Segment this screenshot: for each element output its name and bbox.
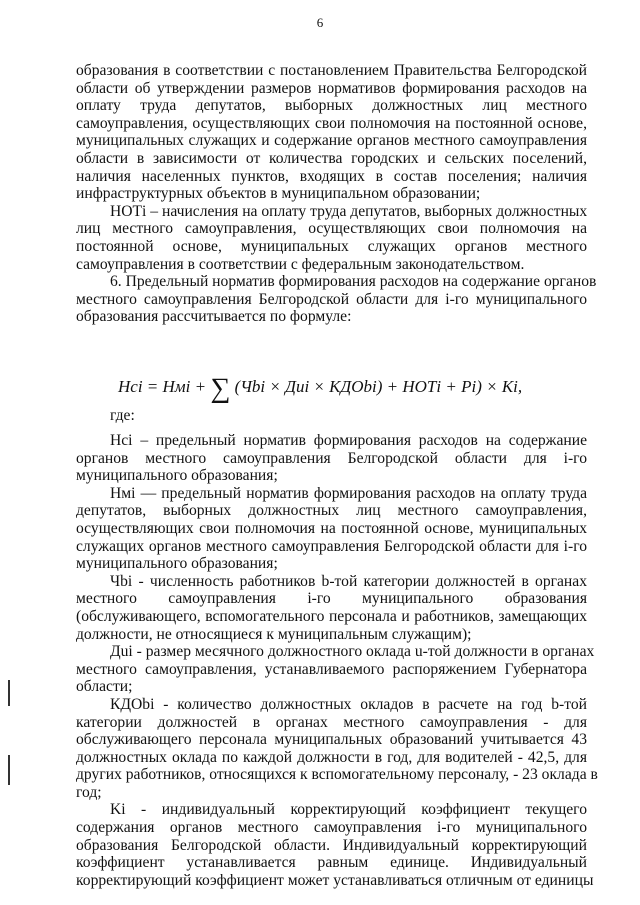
text-line: оплату труда депутатов, выборных должностных лиц местного: [76, 97, 587, 115]
text-line: должности, не относящиеся к муниципальным служащим);: [76, 625, 472, 643]
text-line: обслуживающего персонала муниципальных образований учитывается 43: [76, 731, 587, 749]
text-line: Нсi – предельный норматив формирования расходов на содержание: [110, 432, 587, 449]
text-line: служащих органов местного самоуправления Белгородской области для i-го: [76, 537, 587, 555]
text-line: области об утверждении размеров нормативов формирования расходов на: [76, 79, 587, 97]
text-line: образования рассчитывается по формуле:: [76, 308, 352, 326]
margin-line: [8, 680, 10, 706]
text-line: муниципального образования;: [76, 555, 278, 573]
where-label: где:: [110, 407, 135, 424]
blocks-paragraph: [76, 62, 587, 203]
text-line: категории должностей в органах местного самоуправления - для: [76, 713, 587, 731]
text-line: Дui - размер месячного должностного оклада u-той должности в органах: [110, 643, 595, 661]
text-line: 6. Предельный норматив формирования расходов на содержание органов: [110, 273, 597, 291]
defs-paragraph: [76, 695, 598, 802]
text-line: органов местного самоуправления Белгородской области для i-го: [76, 449, 587, 467]
text-line: корректирующий коэффициент может устанавливаться отличным от единицы: [76, 871, 594, 889]
sigma-symbol: ∑: [210, 373, 231, 404]
formula-lhs: Нсi = Нмi +: [118, 377, 207, 396]
blocks-paragraph: [76, 203, 587, 273]
text-line: местного самоуправления Белгородской области для i-го муниципального: [76, 290, 587, 308]
defs-paragraph: [76, 485, 587, 573]
text-line: постоянной основе, муниципальных служащих органов местного: [76, 237, 587, 255]
text-line: коэффициент устанавливается равным единице. Индивидуальный: [76, 854, 587, 872]
text-line: КДОbi - количество должностных окладов в расчете на год b-той: [110, 695, 587, 713]
text-line: содержания органов местного самоуправления i-го муниципального: [76, 819, 587, 837]
margin-line: [8, 755, 10, 785]
text-line: местного самоуправления, устанавливаемого распоряжением Губернатора: [76, 660, 587, 678]
text-line: осуществляющих свои полномочия на постоянной основе, муниципальных: [76, 519, 587, 537]
defs-paragraph: [76, 643, 595, 696]
defs-paragraph: [76, 432, 587, 485]
text-line: самоуправления, осуществляющих свои полномочия на постоянной основе,: [76, 114, 587, 132]
text-line: инфраструктурных объектов в муниципальном образовании;: [76, 185, 481, 203]
text-line: муниципальных служащих и содержание органов местного самоуправления: [76, 132, 587, 150]
text-line: области;: [76, 678, 133, 696]
defs-paragraph: [76, 573, 587, 643]
text-line: НОТi – начисления на оплату труда депутатов, выборных должностных: [110, 202, 588, 220]
text-line: депутатов, выборных должностных лиц местного самоуправления,: [76, 502, 587, 520]
blocks-paragraph: [76, 273, 597, 326]
text-line: области в зависимости от количества городских и сельских поселений,: [76, 149, 587, 167]
intro-text: [76, 62, 597, 326]
text-line: год;: [76, 783, 102, 801]
text-line: должностных оклада по каждой должности в год, для водителей - 42,5, для: [76, 748, 587, 766]
text-line: муниципального образования;: [76, 467, 278, 485]
text-line: Чbi - численность работников b-той категории должностей в органах: [110, 572, 587, 590]
definitions: [76, 432, 598, 889]
text-line: (обслуживающего, вспомогательного персонала и работников, замещающих: [76, 607, 587, 625]
defs-paragraph: [76, 801, 594, 889]
text-line: образования в соответствии с постановлением Правительства Белгородской: [76, 62, 587, 79]
page-number: 6: [316, 15, 324, 30]
text-line: Ki - индивидуальный корректирующий коэффициент текущего: [110, 801, 587, 819]
text-line: самоуправления в соответствии с федеральным законодательством.: [76, 255, 525, 273]
text-line: других работников, относящихся к вспомогательному персоналу, - 23 оклада в: [76, 766, 598, 784]
text-line: местного самоуправления i-го муниципального образования: [76, 590, 587, 608]
text-line: Нмi — предельный норматив формирования расходов на оплату труда: [110, 484, 587, 502]
text-line: наличия населенных пунктов, входящих в состав поселения; наличия: [76, 167, 587, 185]
formula-body: (Чbi × Дui × КДОbi) + НОТi + Pi) × Ki,: [234, 377, 523, 396]
formula: [118, 368, 538, 410]
text-line: лиц местного самоуправления, осуществляющих свои полномочия на: [76, 220, 587, 238]
text-line: образования Белгородской области. Индивидуальный корректирующий: [76, 836, 587, 854]
